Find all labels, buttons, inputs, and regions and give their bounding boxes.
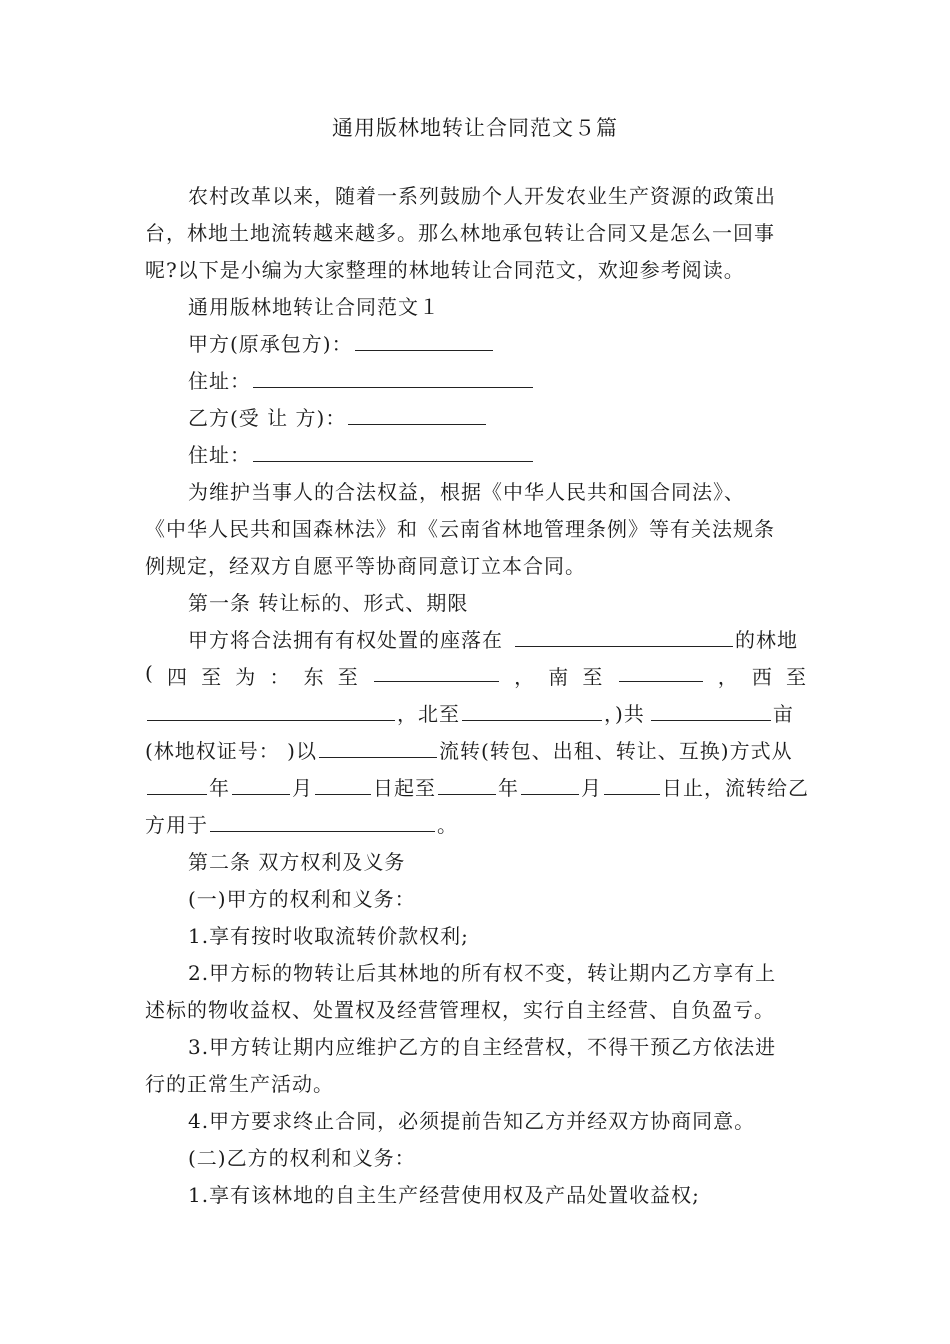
- section-title: 通用版林地转让合同范文１: [188, 295, 440, 319]
- location-text: 甲方将合法拥有有权处置的座落在: [188, 628, 503, 652]
- party-a-right-4: 4.甲方要求终止合同，必须提前告知乙方并经双方协商同意。: [188, 1109, 756, 1133]
- preamble-line-1: 为维护当事人的合法权益，根据《中华人民共和国合同法》、: [188, 480, 745, 504]
- total-text: ，)共: [604, 702, 645, 726]
- article-1-line-6: [145, 809, 458, 838]
- certificate-text: (林地权证号： )以: [145, 739, 317, 763]
- purpose-text: 方用于: [145, 813, 208, 837]
- char: (: [145, 661, 154, 685]
- area-blank: [651, 700, 771, 721]
- address-label: 住址：: [188, 443, 251, 467]
- preamble-line-2: 《中华人民共和国森林法》和《云南省林地管理条例》等有关法规条: [145, 517, 775, 541]
- purpose-blank: [210, 811, 435, 832]
- intro-line-1: 农村改革以来，随着一系列鼓励个人开发农业生产资源的政策出: [188, 184, 776, 208]
- char: 为: [235, 665, 257, 689]
- article-2-heading: 第二条 双方权利及义务: [188, 850, 406, 874]
- party-a-right-3-line-2: 行的正常生产活动。: [145, 1072, 334, 1096]
- party-b-rights-heading: (二)乙方的权利和义务：: [188, 1146, 416, 1170]
- party-a-blank: [355, 330, 493, 351]
- char: 至: [786, 665, 807, 689]
- date-text: 月: [292, 776, 313, 800]
- party-b-right-1: 1.享有该林地的自主生产经营使用权及产品处置收益权;: [188, 1183, 700, 1207]
- party-b-address-line: [188, 439, 535, 468]
- char: ，: [514, 665, 536, 689]
- article-1-line-2: [145, 661, 807, 690]
- location-blank: [515, 626, 733, 647]
- end-year-blank: [438, 774, 496, 795]
- intro-line-3: 呢?以下是小编为大家整理的林地转让合同范文，欢迎参考阅读。: [145, 258, 745, 282]
- north-text: ，北至: [397, 702, 460, 726]
- char: 西: [751, 665, 773, 689]
- north-blank: [462, 700, 602, 721]
- mu-text: 亩: [772, 702, 794, 726]
- char: 至: [582, 665, 604, 689]
- start-day-blank: [315, 774, 371, 795]
- char: ，: [717, 665, 739, 689]
- end-day-blank: [604, 774, 660, 795]
- date-text: 年: [209, 776, 230, 800]
- party-a-right-2-line-1: 2.甲方标的物转让后其林地的所有权不变，转让期内乙方享有上: [188, 961, 777, 985]
- article-1-line-4: [145, 735, 793, 764]
- char: ：: [269, 665, 291, 689]
- start-year-blank: [147, 774, 207, 795]
- address-label: 住址：: [188, 369, 251, 393]
- article-1-line-1: [188, 624, 798, 653]
- article-1-heading: 第一条 转让标的、形式、期限: [188, 591, 469, 615]
- party-a-address-line: [188, 365, 535, 394]
- party-a-rights-heading: (一)甲方的权利和义务：: [188, 887, 416, 911]
- party-b-line: [188, 402, 488, 431]
- method-blank: [319, 737, 437, 758]
- preamble-line-3: 例规定，经双方自愿平等协商同意订立本合同。: [145, 554, 586, 578]
- forest-land-text: 的林地: [735, 628, 798, 652]
- date-text: 日起至: [373, 776, 436, 800]
- date-text: 年: [498, 776, 519, 800]
- char: 至: [337, 665, 359, 689]
- char: 至: [201, 665, 223, 689]
- west-blank: [147, 700, 395, 721]
- end-month-blank: [521, 774, 579, 795]
- east-blank: [374, 661, 499, 682]
- date-text: 日止，流转给乙: [662, 776, 809, 800]
- document-title: 通用版林地转让合同范文５篇: [332, 116, 618, 140]
- period-text: 。: [437, 813, 458, 837]
- address-blank: [253, 367, 533, 388]
- article-1-line-5: [145, 772, 809, 801]
- party-a-label: 甲方(原承包方)：: [188, 332, 353, 356]
- party-a-right-1: 1.享有按时收取流转价款权利;: [188, 924, 469, 948]
- char: 四: [166, 665, 188, 689]
- party-a-right-3-line-1: 3.甲方转让期内应维护乙方的自主经营权，不得干预乙方依法进: [188, 1035, 777, 1059]
- party-b-label: 乙方(受 让 方)：: [188, 406, 347, 430]
- party-a-right-2-line-2: 述标的物收益权、处置权及经营管理权，实行自主经营、自负盈亏。: [145, 998, 775, 1022]
- date-text: 月: [581, 776, 602, 800]
- article-1-line-3: [145, 698, 794, 727]
- transfer-method-text: 流转(转包、出租、转让、互换)方式从: [438, 739, 793, 763]
- south-blank: [619, 661, 703, 682]
- char: 南: [548, 665, 570, 689]
- party-a-line: [188, 328, 495, 357]
- intro-line-2: 台，林地土地流转越来越多。那么林地承包转让合同又是怎么一回事: [145, 221, 775, 245]
- char: 东: [303, 665, 325, 689]
- party-b-blank: [348, 404, 486, 425]
- start-month-blank: [232, 774, 290, 795]
- address-blank: [253, 441, 533, 462]
